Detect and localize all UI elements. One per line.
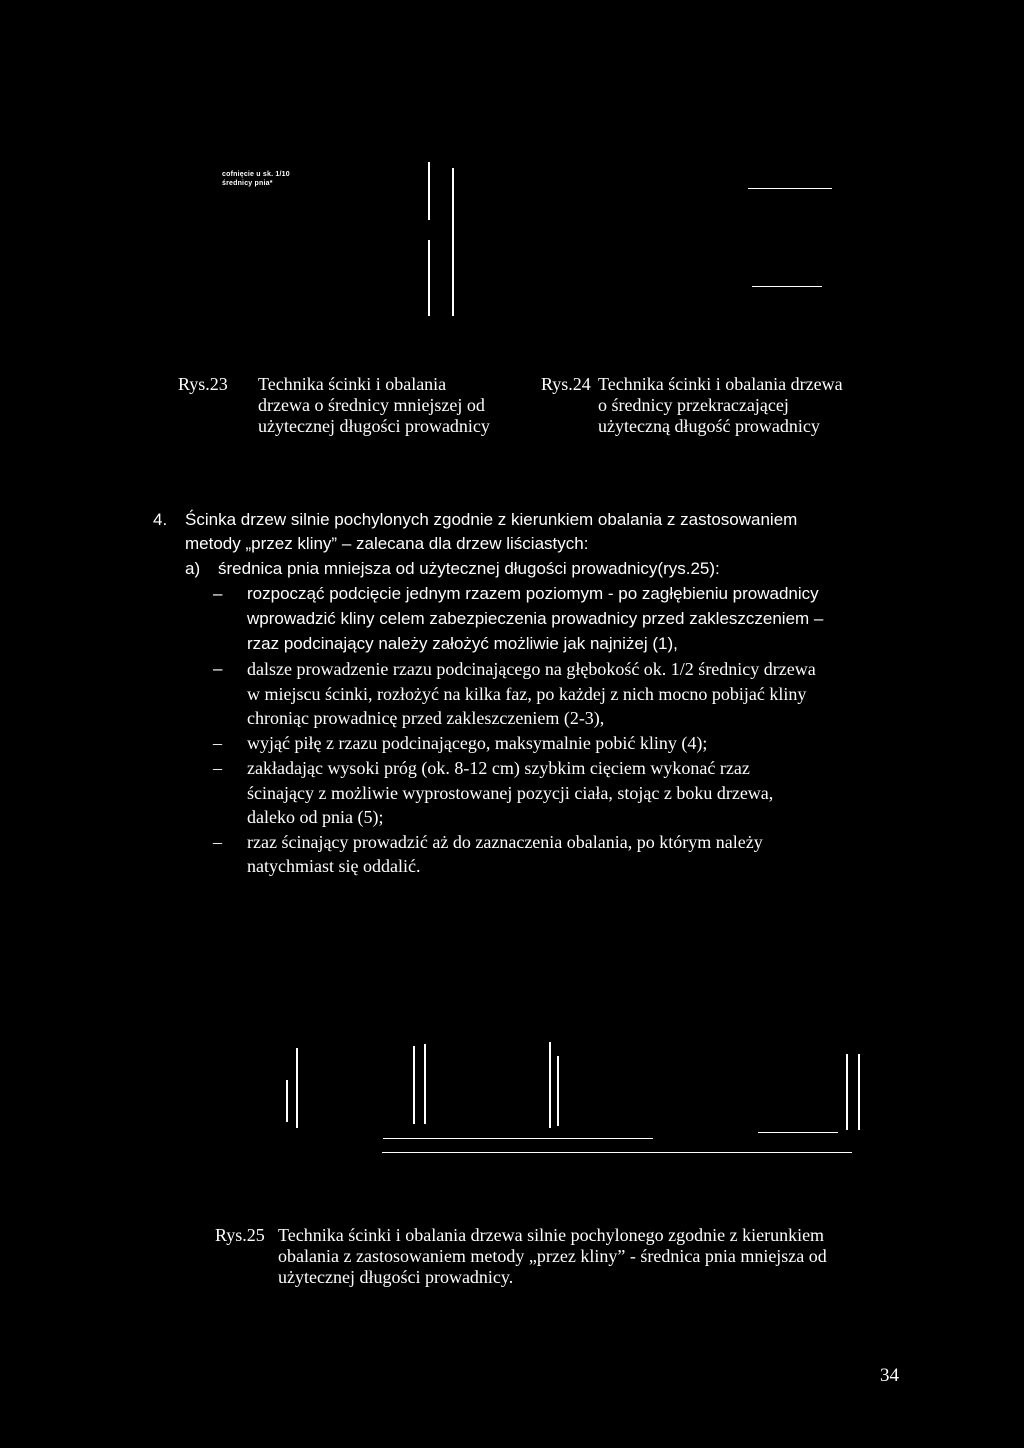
list-dash: –	[213, 659, 223, 678]
subpoint-label: a)	[185, 559, 201, 578]
caption-line: obalania z zastosowaniem metody „przez kliny” - średnica pnia mniejsza od	[278, 1246, 827, 1266]
tree-trunk-line	[296, 1048, 298, 1128]
list-item-line: wprowadzić kliny celem zabezpieczenia prowadnicy przed zakleszczeniem –	[247, 609, 824, 628]
page-number: 34	[880, 1365, 899, 1386]
guide-bar-line	[752, 286, 822, 287]
caption-rys24	[541, 374, 881, 440]
list-item-line: ścinający z możliwie wyprostowanej pozycji ciała, stojąc z boku drzewa,	[247, 783, 774, 803]
list-item-line: rzaz podcinający należy założyć możliwie jak najniżej (1),	[247, 634, 678, 653]
list-item-line: wyjąć piłę z rzazu podcinającego, maksymalnie pobić kliny (4);	[247, 733, 708, 753]
list-item-line: natychmiast się oddalić.	[247, 856, 421, 876]
caption-label: Rys.24	[541, 374, 591, 394]
list-item-line: daleko od pnia (5);	[247, 807, 384, 827]
section-heading-line: Ścinka drzew silnie pochylonych zgodnie z kierunkiem obalania z zastosowaniem	[185, 510, 798, 529]
caption-line: użytecznej długości prowadnicy.	[278, 1267, 514, 1287]
caption-rys23	[178, 374, 518, 440]
section-heading-line: metody „przez kliny” – zalecana dla drzew liściastych:	[185, 534, 589, 553]
tree-trunk-line	[413, 1046, 415, 1124]
caption-label: Rys.25	[215, 1225, 265, 1245]
caption-line: Technika ścinki i obalania drzewa silnie pochylonego zgodnie z kierunkiem	[278, 1225, 825, 1245]
ground-line	[758, 1132, 838, 1133]
caption-rys25	[215, 1225, 915, 1291]
tree-trunk-line	[557, 1056, 559, 1126]
tree-trunk-line	[428, 162, 430, 220]
guide-bar-line	[748, 188, 832, 189]
tree-trunk-line	[452, 168, 454, 316]
caption-label: Rys.23	[178, 374, 228, 394]
tree-trunk-line	[858, 1054, 860, 1130]
tree-trunk-line	[846, 1054, 848, 1130]
caption-line: o średnicy przekraczającej	[598, 395, 789, 415]
tree-trunk-line	[424, 1044, 426, 1124]
ground-line	[382, 1152, 852, 1153]
tree-trunk-line	[428, 240, 430, 316]
caption-line: użyteczną długość prowadnicy	[598, 416, 820, 436]
caption-line: Technika ścinki i obalania drzewa	[598, 374, 843, 394]
list-dash: –	[213, 832, 222, 852]
tree-trunk-line	[286, 1080, 288, 1122]
list-dash: –	[213, 733, 222, 753]
list-item-line: dalsze prowadzenie rzazu podcinającego na głębokość ok. 1/2 średnicy drzewa	[247, 659, 816, 679]
figure-note: cofnięcie u sk. 1/10 średnicy pnia*	[222, 171, 290, 187]
list-item-line: w miejscu ścinki, rozłożyć na kilka faz, po każdej z nich mocno pobijać kliny	[247, 684, 807, 704]
subpoint-text: średnica pnia mniejsza od użytecznej długości prowadnicy(rys.25):	[218, 559, 720, 578]
caption-line: drzewa o średnicy mniejszej od	[258, 395, 485, 415]
list-item-line: zakładając wysoki próg (ok. 8-12 cm) szybkim cięciem wykonać rzaz	[247, 758, 750, 778]
list-item-line: chroniąc prowadnicę przed zakleszczeniem (2-3),	[247, 708, 605, 728]
section-number: 4.	[153, 510, 168, 529]
caption-line: Technika ścinki i obalania	[258, 374, 447, 394]
ground-line	[383, 1138, 653, 1139]
list-item-line: rozpocząć podcięcie jednym rzazem poziomym - po zagłębieniu prowadnicy	[247, 584, 819, 603]
list-dash: –	[213, 584, 223, 603]
list-dash: –	[213, 758, 222, 778]
list-item-line: rzaz ścinający prowadzić aż do zaznaczenia obalania, po którym należy	[247, 832, 763, 852]
caption-line: użytecznej długości prowadnicy	[258, 416, 490, 436]
tree-trunk-line	[549, 1042, 551, 1128]
